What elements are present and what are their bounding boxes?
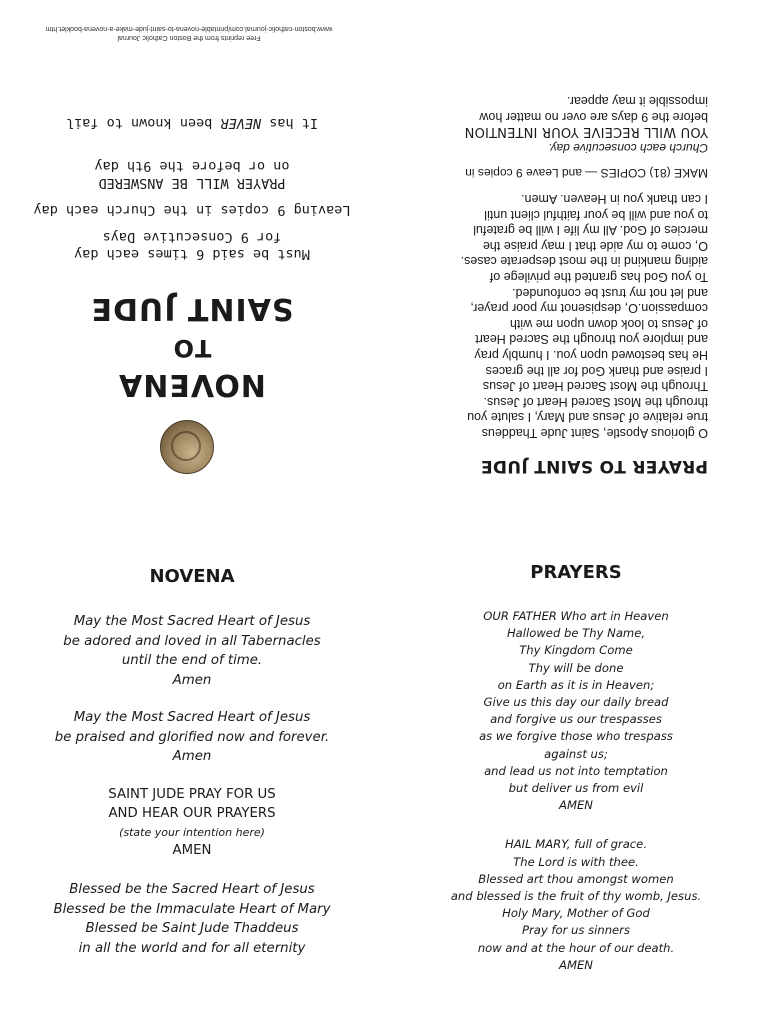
- novena-line: be praised and glorified now and forever.: [54, 729, 330, 745]
- prayer-line: mercies of God. All my life I will be grateful: [473, 223, 708, 238]
- novena-line: Amen: [172, 749, 212, 764]
- saint-jude-medal-icon: [160, 420, 214, 474]
- church-each-day-instruction: Church each consecutive day.: [548, 140, 708, 155]
- lower-half: [0, 512, 768, 1024]
- impossible-line: impossible it may appear.: [566, 94, 708, 109]
- hail-mary-line: Pray for us sinners: [521, 923, 630, 938]
- our-father-line: OUR FATHER Who art in Heaven: [483, 609, 669, 623]
- prayer-line: I praise and thank God for all the graces: [485, 363, 708, 378]
- cover-instruction-line: Must be said 6 times each day: [74, 246, 310, 262]
- novena-title: NOVENA: [149, 566, 235, 587]
- novena-line: until the end of time.: [121, 653, 263, 668]
- prayer-line: O, come to my aide that I may praise the: [482, 238, 708, 253]
- prayer-line: He has bestowed upon you. I humbly pray: [474, 348, 708, 363]
- cover-title-saint-jude: SAINT JUDE: [90, 291, 294, 326]
- novena-line: AND HEAR OUR PRAYERS: [108, 806, 276, 821]
- hail-mary-line: AMEN: [559, 957, 593, 972]
- prayer-line: Through the Most Sacred Heart of Jesus: [482, 379, 708, 394]
- prayer-to-saint-jude-title: PRAYER TO SAINT JUDE: [480, 456, 708, 476]
- cover-instructions: [0, 114, 384, 262]
- cover-instruction-line: Leaving 9 copies in the Church each day: [33, 202, 351, 218]
- our-father-line: Hallowed be Thy Name,: [506, 626, 646, 641]
- prayer-line: to you and will be your faithful client until: [484, 207, 708, 222]
- prayer-line: To you God has granted the privilege of: [489, 270, 708, 285]
- hail-mary-line: Blessed art thou amongst women: [478, 871, 674, 886]
- prayer-line: I can thank you in Heaven. Amen.: [521, 192, 708, 207]
- novena-line: May the Most Sacred Heart of Jesus: [73, 710, 311, 725]
- our-father-line: and lead us not into temptation: [484, 763, 668, 778]
- reprint-source: Free reprints from the Boston Catholic Journal: [117, 34, 261, 41]
- hail-mary-line: The Lord is with thee.: [513, 854, 639, 869]
- reprint-footer: [24, 24, 354, 42]
- novena-line: May the Most Sacred Heart of Jesus: [73, 614, 311, 629]
- hail-mary-line: Holy Mary, Mother of God: [502, 906, 650, 921]
- prayer-to-saint-jude-body: [448, 93, 708, 440]
- prayers-title: PRAYERS: [530, 562, 622, 583]
- novena-line: Blessed be the Sacred Heart of Jesus: [69, 882, 315, 897]
- our-father-line: against us;: [544, 746, 608, 761]
- prayer-line: and let not my trust be confounded.: [512, 285, 708, 300]
- hail-mary-line: and blessed is the fruit of thy womb, Jesus.: [450, 889, 702, 904]
- our-father-line: Thy Kingdom Come: [519, 643, 633, 658]
- prayer-to-saint-jude-panel: [384, 0, 768, 512]
- our-father-line: and forgive us our trespasses: [490, 712, 662, 727]
- prayer-line: and implore you through the Sacred Heart: [475, 332, 708, 347]
- our-father-line: as we forgive those who trespass: [479, 729, 673, 744]
- make-copies-instruction: MAKE (81) COPIES — and Leave 9 copies in: [465, 166, 708, 181]
- receive-intention-line: YOU WILL RECEIVE YOUR INTENTION: [464, 124, 708, 140]
- prayer-line: of Jesus to look down upon me with: [509, 316, 708, 331]
- before-ninth-day-line: on or before the 9th day: [94, 158, 290, 174]
- prayer-line: true relative of Jesus and Mary, I salute you: [467, 410, 708, 425]
- hail-mary-line: HAIL MARY, full of grace.: [505, 837, 647, 852]
- novena-line: SAINT JUDE PRAY FOR US: [108, 786, 276, 802]
- novena-cover-panel: [0, 0, 384, 512]
- prayers-body: [414, 608, 738, 974]
- prayer-line: through the Most Sacred Heart of Jesus.: [483, 394, 708, 409]
- prayer-line: O glorious Apostle, Saint Jude Thaddeus: [481, 426, 708, 440]
- never-fail-line: It has NEVER been known to fail: [66, 115, 318, 131]
- prayer-line: aiding mankind in the most desperate cases.: [460, 254, 708, 269]
- novena-body: [20, 612, 364, 958]
- cover-title-novena: NOVENA: [118, 367, 266, 402]
- our-father-line: AMEN: [559, 798, 593, 813]
- prayer-answered-line: PRAYER WILL BE ANSWERED: [98, 175, 286, 191]
- our-father-line: but deliver us from evil: [508, 781, 644, 796]
- reprint-url: www.boston-catholic-journal.com/printable-novena-to-saint-jude-make-a-novena-booklet.htm: [45, 25, 333, 32]
- our-father-line: Thy will be done: [528, 660, 624, 675]
- novena-line: in all the world and for all eternity: [78, 940, 306, 956]
- novena-line: Amen: [172, 672, 212, 688]
- novena-line: Blessed be the Immaculate Heart of Mary: [53, 901, 331, 917]
- cover-instruction-line: for 9 Consecutive Days: [102, 229, 282, 245]
- state-intention-note: (state your intention here): [119, 825, 265, 839]
- hail-mary-line: now and at the hour of our death.: [477, 940, 675, 955]
- novena-line: be adored and loved in all Tabernacles: [63, 633, 321, 649]
- our-father-line: Give us this day our daily bread: [483, 695, 669, 710]
- prayer-line: compassion.O, despisenot my poor prayer,: [470, 301, 708, 316]
- before-nine-days-line: before the 9 days are over no matter how: [479, 109, 708, 124]
- novena-line: AMEN: [172, 842, 212, 858]
- cover-title-to: TO: [172, 334, 212, 362]
- novena-line: Blessed be Saint Jude Thaddeus: [85, 921, 299, 936]
- our-father-line: on Earth as it is in Heaven;: [497, 677, 655, 692]
